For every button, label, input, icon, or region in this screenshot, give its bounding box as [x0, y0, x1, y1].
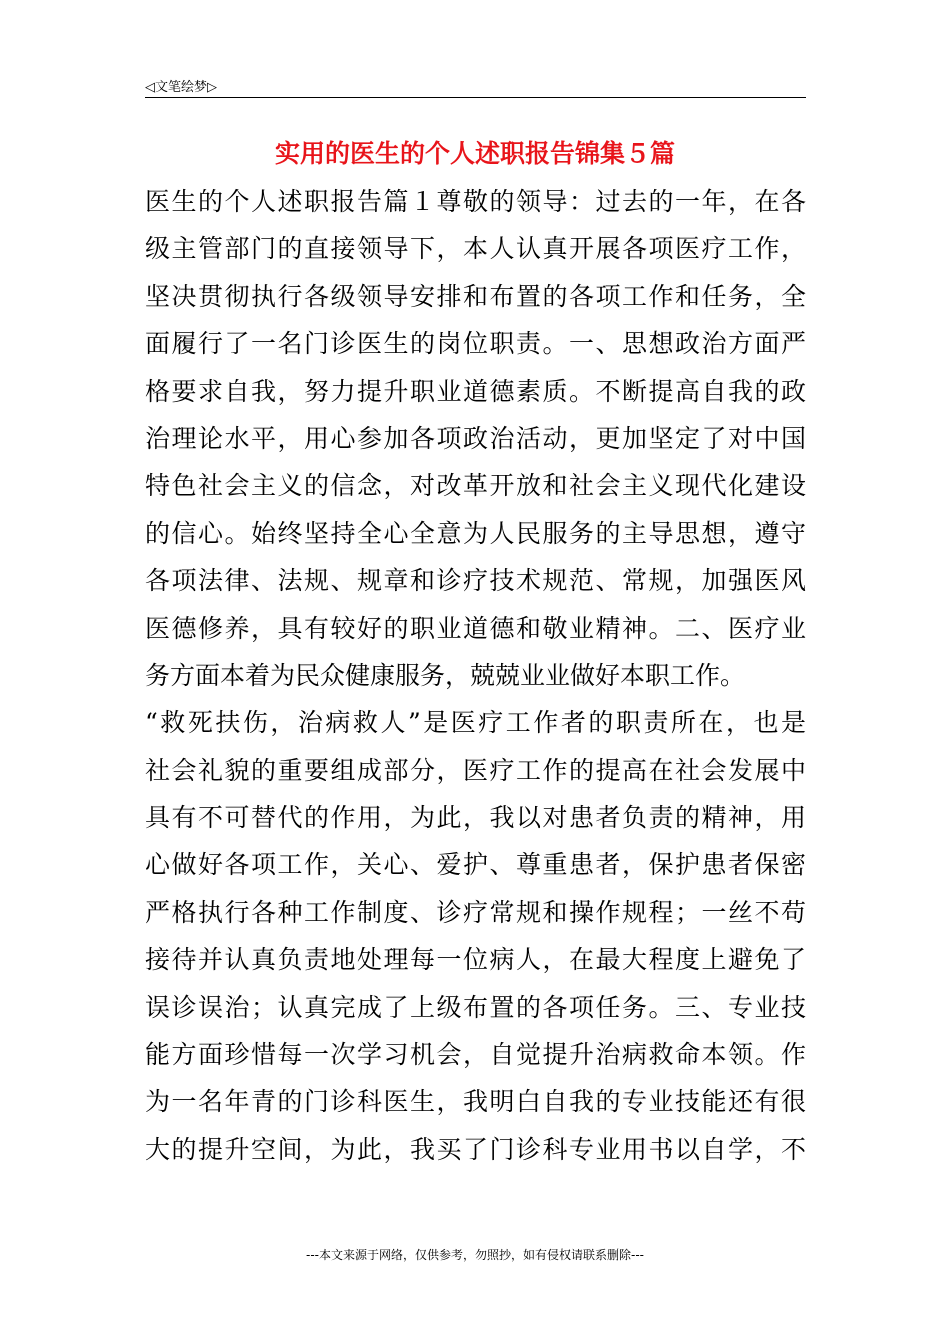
body-line: 特色社会主义的信念，对改革开放和社会主义现代化建设	[145, 471, 806, 501]
body-line: 大的提升空间，为此，我买了门诊科专业用书以自学，不	[145, 1134, 806, 1164]
document-body	[145, 178, 806, 1173]
body-line: “救死扶伤，治病救人”是医疗工作者的职责所在，也是	[145, 708, 806, 738]
body-line: 坚决贯彻执行各级领导安排和布置的各项工作和任务，全	[145, 281, 806, 311]
body-line: 各项法律、法规、规章和诊疗技术规范、常规，加强医风	[145, 566, 806, 596]
body-line: 为一名年青的门诊科医生，我明白自我的专业技能还有很	[145, 1087, 806, 1117]
body-line: 社会礼貌的重要组成部分，医疗工作的提高在社会发展中	[145, 755, 806, 785]
body-line: 医生的个人述职报告篇１尊敬的领导：过去的一年，在各	[145, 187, 806, 216]
document-title: 实用的医生的个人述职报告锦集５篇	[274, 139, 675, 168]
body-line: 心做好各项工作，关心、爱护、尊重患者，保护患者保密	[145, 850, 806, 880]
body-line: 务方面本着为民众健康服务，兢兢业业做好本职工作。	[145, 660, 746, 690]
footer-disclaimer: ---本文来源于网络，仅供参考，勿照抄，如有侵权请联系删除---	[306, 1248, 644, 1262]
header-divider	[145, 97, 806, 98]
body-line: 格要求自我，努力提升职业道德素质。不断提高自我的政	[145, 376, 806, 406]
header-brand: ◁文笔绘梦▷	[145, 80, 217, 95]
body-line: 面履行了一名门诊医生的岗位职责。一、思想政治方面严	[145, 329, 806, 359]
body-line: 能方面珍惜每一次学习机会，自觉提升治病救命本领。作	[145, 1040, 806, 1070]
body-line: 治理论水平，用心参加各项政治活动，更加坚定了对中国	[145, 423, 806, 453]
body-line: 具有不可替代的作用，为此，我以对患者负责的精神，用	[145, 803, 806, 833]
body-line: 医德修养，具有较好的职业道德和敬业精神。二、医疗业	[145, 613, 806, 643]
body-line: 严格执行各种工作制度、诊疗常规和操作规程；一丝不苟	[145, 897, 806, 927]
body-line: 级主管部门的直接领导下，本人认真开展各项医疗工作，	[145, 234, 806, 264]
body-line: 误诊误治；认真完成了上级布置的各项任务。三、专业技	[145, 992, 806, 1022]
body-line: 的信心。始终坚持全心全意为人民服务的主导思想，遵守	[145, 518, 806, 548]
body-line: 接待并认真负责地处理每一位病人，在最大程度上避免了	[145, 945, 806, 975]
